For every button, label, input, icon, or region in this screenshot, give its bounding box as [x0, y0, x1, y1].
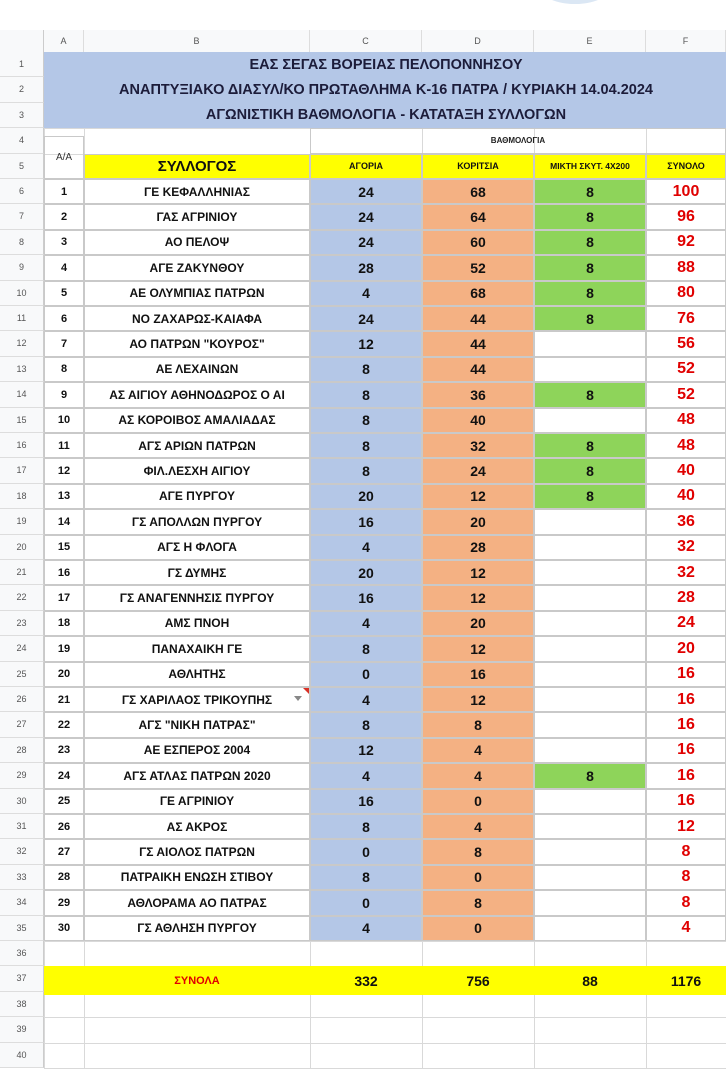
- total-score-cell: 88: [646, 255, 726, 280]
- rank-cell: 15: [44, 535, 84, 560]
- mixed-header: ΜΙΚΤΗ ΣΚΥΤ. 4Χ200: [534, 154, 646, 179]
- club-name-cell: ΓΣ ΑΝΑΓΕΝΝΗΣΙΣ ΠΥΡΓΟΥ: [84, 585, 310, 610]
- totals-girls: 756: [466, 972, 490, 989]
- rank-cell: 22: [44, 712, 84, 737]
- mixed-score-cell: 8: [534, 458, 646, 483]
- aa-header: Α/Α: [44, 136, 84, 179]
- row-header[interactable]: 23: [0, 611, 44, 636]
- row-header[interactable]: 33: [0, 865, 44, 890]
- club-name-cell: ΓΣ ΑΘΛΗΣΗ ΠΥΡΓΟΥ: [84, 916, 310, 941]
- row-header[interactable]: 10: [0, 281, 44, 306]
- club-name-cell: ΑΓΣ "ΝΙΚΗ ΠΑΤΡΑΣ": [84, 712, 310, 737]
- rank-cell: 8: [44, 357, 84, 382]
- boys-score-cell: 28: [310, 255, 422, 280]
- rank-cell: 9: [44, 382, 84, 407]
- row-header[interactable]: 18: [0, 484, 44, 509]
- column-header-b[interactable]: B: [84, 30, 310, 52]
- club-name-cell: ΓΕ ΚΕΦΑΛΛΗΝΙΑΣ: [84, 179, 310, 204]
- mixed-score-cell: [534, 687, 646, 712]
- girls-score-cell: 12: [422, 636, 534, 661]
- total-score-cell: 48: [646, 433, 726, 458]
- rank-cell: 26: [44, 814, 84, 839]
- total-score-cell: 16: [646, 763, 726, 788]
- mixed-score-cell: [534, 636, 646, 661]
- total-score-cell: 16: [646, 662, 726, 687]
- boys-score-cell: 8: [310, 357, 422, 382]
- total-score-cell: 8: [646, 839, 726, 864]
- club-name-cell: ΑΟ ΠΑΤΡΩΝ "ΚΟΥΡΟΣ": [84, 331, 310, 356]
- girls-score-cell: 68: [422, 179, 534, 204]
- total-score-cell: 8: [646, 865, 726, 890]
- boys-score-cell: 8: [310, 636, 422, 661]
- club-name-cell: ΑΓΕ ΠΥΡΓΟΥ: [84, 484, 310, 509]
- girls-score-cell: 0: [422, 789, 534, 814]
- column-header-d[interactable]: D: [422, 30, 534, 52]
- girls-score-cell: 24: [422, 458, 534, 483]
- girls-score-cell: 0: [422, 916, 534, 941]
- boys-score-cell: 24: [310, 306, 422, 331]
- club-name-cell: ΑΣ ΑΙΓΙΟΥ ΑΘΗΝΟΔΩΡΟΣ Ο ΑΙ: [84, 382, 310, 407]
- row-header[interactable]: 8: [0, 230, 44, 255]
- rank-cell: 23: [44, 738, 84, 763]
- row-header[interactable]: 12: [0, 331, 44, 356]
- boys-score-cell: 8: [310, 865, 422, 890]
- grid-line: [44, 1017, 726, 1018]
- row-header[interactable]: 39: [0, 1017, 44, 1042]
- row-header[interactable]: 30: [0, 789, 44, 814]
- row-header[interactable]: 19: [0, 509, 44, 534]
- row-header[interactable]: 24: [0, 636, 44, 661]
- mixed-score-cell: 8: [534, 281, 646, 306]
- mixed-score-cell: [534, 611, 646, 636]
- girls-score-cell: 20: [422, 611, 534, 636]
- vathmologia-header: ΒΑΘΜΟΛΟΓΙΑ: [310, 128, 726, 153]
- mixed-score-cell: 8: [534, 204, 646, 229]
- mixed-score-cell: 8: [534, 433, 646, 458]
- boys-score-cell: 4: [310, 535, 422, 560]
- mixed-score-cell: [534, 814, 646, 839]
- total-score-cell: 12: [646, 814, 726, 839]
- girls-header: ΚΟΡΙΤΣΙΑ: [422, 154, 534, 179]
- girls-score-cell: 12: [422, 560, 534, 585]
- row-header[interactable]: 11: [0, 306, 44, 331]
- girls-score-cell: 4: [422, 763, 534, 788]
- total-score-cell: 24: [646, 611, 726, 636]
- club-name-cell: ΝΟ ΖΑΧΑΡΩΣ-ΚΑΙΑΦΑ: [84, 306, 310, 331]
- club-name-cell: ΑΣ ΚΟΡΟΙΒΟΣ ΑΜΑΛΙΑΔΑΣ: [84, 408, 310, 433]
- row-header[interactable]: 38: [0, 992, 44, 1017]
- mixed-score-cell: 8: [534, 306, 646, 331]
- girls-score-cell: 12: [422, 484, 534, 509]
- row-header[interactable]: 31: [0, 814, 44, 839]
- row-header[interactable]: 3: [0, 103, 44, 128]
- total-score-cell: 100: [646, 179, 726, 204]
- girls-score-cell: 32: [422, 433, 534, 458]
- boys-header: ΑΓΟΡΙΑ: [310, 154, 422, 179]
- total-score-cell: 16: [646, 712, 726, 737]
- mixed-score-cell: [534, 408, 646, 433]
- rank-cell: 16: [44, 560, 84, 585]
- boys-score-cell: 20: [310, 560, 422, 585]
- rank-cell: 10: [44, 408, 84, 433]
- mixed-score-cell: [534, 738, 646, 763]
- total-score-cell: 32: [646, 535, 726, 560]
- title-line-3: ΑΓΩΝΙΣΤΙΚΗ ΒΑΘΜΟΛΟΓΙΑ - ΚΑΤΑΤΑΞΗ ΣΥΛΛΟΓΩΝ: [205, 107, 567, 124]
- total-score-cell: 76: [646, 306, 726, 331]
- rank-cell: 30: [44, 916, 84, 941]
- row-header[interactable]: 9: [0, 255, 44, 280]
- row-header[interactable]: 36: [0, 941, 44, 966]
- rank-cell: 18: [44, 611, 84, 636]
- total-score-cell: 28: [646, 585, 726, 610]
- boys-score-cell: 8: [310, 814, 422, 839]
- column-header-f[interactable]: F: [646, 30, 726, 52]
- total-score-cell: 36: [646, 509, 726, 534]
- row-header[interactable]: 26: [0, 687, 44, 712]
- mixed-score-cell: [534, 535, 646, 560]
- rank-cell: 13: [44, 484, 84, 509]
- club-name-cell: ΓΣ ΑΠΟΛΛΩΝ ΠΥΡΓΟΥ: [84, 509, 310, 534]
- total-score-cell: 16: [646, 687, 726, 712]
- row-header[interactable]: 17: [0, 458, 44, 483]
- row-header[interactable]: 25: [0, 662, 44, 687]
- dropdown-chevron-icon[interactable]: [294, 696, 302, 701]
- boys-score-cell: 24: [310, 230, 422, 255]
- total-score-cell: 56: [646, 331, 726, 356]
- column-header-c[interactable]: C: [310, 30, 422, 52]
- girls-score-cell: 40: [422, 408, 534, 433]
- club-name-cell: ΠΑΤΡΑΙΚΗ ΕΝΩΣΗ ΣΤΙΒΟΥ: [84, 865, 310, 890]
- column-header-a[interactable]: A: [44, 30, 84, 52]
- rank-cell: 5: [44, 281, 84, 306]
- row-header[interactable]: 15: [0, 408, 44, 433]
- boys-score-cell: 4: [310, 916, 422, 941]
- rank-cell: 28: [44, 865, 84, 890]
- row-header[interactable]: 4: [0, 128, 44, 153]
- row-header[interactable]: 21: [0, 560, 44, 585]
- total-score-cell: 48: [646, 408, 726, 433]
- total-score-cell: 96: [646, 204, 726, 229]
- club-name-cell: ΓΕ ΑΓΡΙΝΙΟΥ: [84, 789, 310, 814]
- club-name-cell: ΦΙΛ.ΛΕΣΧΗ ΑΙΓΙΟΥ: [84, 458, 310, 483]
- club-name-cell: ΑΓΕ ΖΑΚΥΝΘΟΥ: [84, 255, 310, 280]
- boys-score-cell: 0: [310, 890, 422, 915]
- mixed-score-cell: [534, 331, 646, 356]
- row-header[interactable]: 20: [0, 535, 44, 560]
- rank-cell: 24: [44, 763, 84, 788]
- boys-score-cell: 8: [310, 712, 422, 737]
- girls-score-cell: 4: [422, 814, 534, 839]
- rank-cell: 4: [44, 255, 84, 280]
- mixed-score-cell: [534, 839, 646, 864]
- total-score-cell: 80: [646, 281, 726, 306]
- mixed-score-cell: [534, 789, 646, 814]
- girls-score-cell: 44: [422, 357, 534, 382]
- rank-cell: 2: [44, 204, 84, 229]
- totals-label: ΣΥΝΟΛΑ: [174, 974, 220, 987]
- grid-line: [44, 941, 726, 942]
- rank-cell: 20: [44, 662, 84, 687]
- total-score-cell: 8: [646, 890, 726, 915]
- row-header[interactable]: 35: [0, 916, 44, 941]
- row-header[interactable]: 37: [0, 966, 44, 991]
- boys-score-cell: 8: [310, 382, 422, 407]
- boys-score-cell: 4: [310, 763, 422, 788]
- grid-line: [44, 1043, 726, 1044]
- row-header[interactable]: 27: [0, 712, 44, 737]
- totals-mixed: 88: [582, 972, 598, 989]
- total-score-cell: 52: [646, 382, 726, 407]
- club-name-cell: ΑΣ ΑΚΡΟΣ: [84, 814, 310, 839]
- total-score-cell: 32: [646, 560, 726, 585]
- club-name-cell: ΓΑΣ ΑΓΡΙΝΙΟΥ: [84, 204, 310, 229]
- boys-score-cell: 24: [310, 179, 422, 204]
- rank-cell: 14: [44, 509, 84, 534]
- girls-score-cell: 0: [422, 865, 534, 890]
- mixed-score-cell: [534, 560, 646, 585]
- total-score-cell: 40: [646, 458, 726, 483]
- title-line-2: ΑΝΑΠΤΥΞΙΑΚΟ ΔΙΑΣΥΛ/ΚΟ ΠΡΩΤΑΘΛΗΜΑ Κ-16 ΠΑΤΡΑ / ΚΥΡΙΑΚΗ 14.04.2024: [119, 81, 653, 98]
- rank-cell: 11: [44, 433, 84, 458]
- mixed-score-cell: 8: [534, 484, 646, 509]
- rank-cell: 21: [44, 687, 84, 712]
- boys-score-cell: 0: [310, 839, 422, 864]
- girls-score-cell: 64: [422, 204, 534, 229]
- mixed-score-cell: [534, 509, 646, 534]
- boys-score-cell: 8: [310, 458, 422, 483]
- club-name-cell: ΑΕ ΕΣΠΕΡΟΣ 2004: [84, 738, 310, 763]
- girls-score-cell: 8: [422, 890, 534, 915]
- row-header[interactable]: 16: [0, 433, 44, 458]
- row-header[interactable]: 22: [0, 585, 44, 610]
- mixed-score-cell: 8: [534, 382, 646, 407]
- total-score-cell: 4: [646, 916, 726, 941]
- club-name-cell: ΓΣ ΑΙΟΛΟΣ ΠΑΤΡΩΝ: [84, 839, 310, 864]
- girls-score-cell: 60: [422, 230, 534, 255]
- row-header[interactable]: 6: [0, 179, 44, 204]
- girls-score-cell: 4: [422, 738, 534, 763]
- total-score-cell: 40: [646, 484, 726, 509]
- row-header[interactable]: 1: [0, 52, 44, 77]
- boys-score-cell: 16: [310, 509, 422, 534]
- rank-cell: 7: [44, 331, 84, 356]
- total-score-cell: 20: [646, 636, 726, 661]
- girls-score-cell: 12: [422, 687, 534, 712]
- girls-score-cell: 36: [422, 382, 534, 407]
- rank-cell: 12: [44, 458, 84, 483]
- row-header[interactable]: 5: [0, 154, 44, 179]
- club-name-cell: ΑΕ ΛΕΧΑΙΝΩΝ: [84, 357, 310, 382]
- row-header[interactable]: 40: [0, 1043, 44, 1068]
- club-name-cell: ΑΜΣ ΠΝΟΗ: [84, 611, 310, 636]
- row-header[interactable]: 13: [0, 357, 44, 382]
- girls-score-cell: 68: [422, 281, 534, 306]
- club-name-cell: ΑΓΣ ΑΤΛΑΣ ΠΑΤΡΩΝ 2020: [84, 763, 310, 788]
- club-name-cell: ΑΓΣ ΑΡΙΩΝ ΠΑΤΡΩΝ: [84, 433, 310, 458]
- row-header[interactable]: 14: [0, 382, 44, 407]
- total-header: ΣΥΝΟΛΟ: [646, 154, 726, 179]
- club-name-cell: ΑΕ ΟΛΥΜΠΙΑΣ ΠΑΤΡΩΝ: [84, 281, 310, 306]
- rank-cell: 1: [44, 179, 84, 204]
- girls-score-cell: 52: [422, 255, 534, 280]
- club-header: ΣΥΛΛΟΓΟΣ: [84, 154, 310, 179]
- rank-cell: 3: [44, 230, 84, 255]
- girls-score-cell: 44: [422, 331, 534, 356]
- rank-cell: 17: [44, 585, 84, 610]
- club-name-cell: ΠΑΝΑΧΑΙΚΗ ΓΕ: [84, 636, 310, 661]
- club-name-cell: ΓΣ ΔΥΜΗΣ: [84, 560, 310, 585]
- total-score-cell: 16: [646, 789, 726, 814]
- mixed-score-cell: 8: [534, 179, 646, 204]
- mixed-score-cell: [534, 357, 646, 382]
- row-header[interactable]: 29: [0, 763, 44, 788]
- mixed-score-cell: [534, 916, 646, 941]
- mixed-score-cell: [534, 890, 646, 915]
- total-score-cell: 92: [646, 230, 726, 255]
- column-header-e[interactable]: E: [534, 30, 646, 52]
- row-header[interactable]: 2: [0, 77, 44, 102]
- boys-score-cell: 8: [310, 433, 422, 458]
- row-header[interactable]: 28: [0, 738, 44, 763]
- club-name-cell: ΑΓΣ Η ΦΛΟΓΑ: [84, 535, 310, 560]
- rank-cell: 29: [44, 890, 84, 915]
- boys-score-cell: 8: [310, 408, 422, 433]
- boys-score-cell: 16: [310, 585, 422, 610]
- boys-score-cell: 4: [310, 687, 422, 712]
- girls-score-cell: 16: [422, 662, 534, 687]
- mixed-score-cell: 8: [534, 230, 646, 255]
- boys-score-cell: 24: [310, 204, 422, 229]
- boys-score-cell: 20: [310, 484, 422, 509]
- boys-score-cell: 12: [310, 331, 422, 356]
- boys-score-cell: 12: [310, 738, 422, 763]
- select-all-corner[interactable]: [0, 30, 44, 52]
- mixed-score-cell: [534, 662, 646, 687]
- girls-score-cell: 44: [422, 306, 534, 331]
- club-name-cell: ΑΘΛΟΡΑΜΑ ΑΟ ΠΑΤΡΑΣ: [84, 890, 310, 915]
- club-name-cell: ΓΣ ΧΑΡΙΛΑΟΣ ΤΡΙΚΟΥΠΗΣ: [84, 687, 310, 712]
- club-name-cell: ΑΟ ΠΕΛΟΨ: [84, 230, 310, 255]
- rank-cell: 6: [44, 306, 84, 331]
- row-header[interactable]: 7: [0, 204, 44, 229]
- rank-cell: 27: [44, 839, 84, 864]
- mixed-score-cell: [534, 865, 646, 890]
- mixed-score-cell: [534, 585, 646, 610]
- boys-score-cell: 4: [310, 611, 422, 636]
- title-line-1: ΕΑΣ ΣΕΓΑΣ ΒΟΡΕΙΑΣ ΠΕΛΟΠΟΝΝΗΣΟΥ: [249, 56, 523, 73]
- boys-score-cell: 16: [310, 789, 422, 814]
- row-header[interactable]: 32: [0, 839, 44, 864]
- girls-score-cell: 8: [422, 839, 534, 864]
- mixed-score-cell: [534, 712, 646, 737]
- totals-boys: 332: [354, 972, 378, 989]
- rank-cell: 25: [44, 789, 84, 814]
- boys-score-cell: 4: [310, 281, 422, 306]
- column-header-bar: [0, 30, 726, 53]
- total-score-cell: 16: [646, 738, 726, 763]
- totals-total: 1176: [670, 972, 702, 989]
- girls-score-cell: 20: [422, 509, 534, 534]
- total-score-cell: 52: [646, 357, 726, 382]
- row-header[interactable]: 34: [0, 890, 44, 915]
- club-name-cell: ΑΘΛΗΤΗΣ: [84, 662, 310, 687]
- girls-score-cell: 12: [422, 585, 534, 610]
- mixed-score-cell: 8: [534, 763, 646, 788]
- boys-score-cell: 0: [310, 662, 422, 687]
- girls-score-cell: 28: [422, 535, 534, 560]
- mixed-score-cell: 8: [534, 255, 646, 280]
- girls-score-cell: 8: [422, 712, 534, 737]
- rank-cell: 19: [44, 636, 84, 661]
- decorative-blob: [535, 0, 615, 4]
- comment-indicator-icon: [303, 688, 309, 694]
